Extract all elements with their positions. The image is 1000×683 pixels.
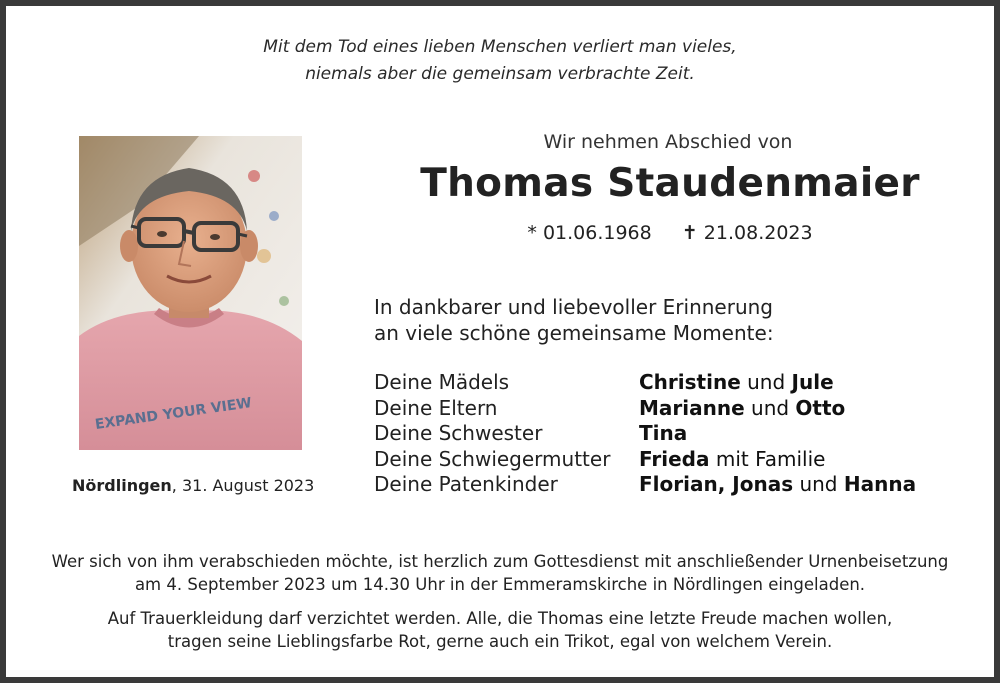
memory-line-1: In dankbarer und liebevoller Erinnerung <box>374 295 773 319</box>
place-city: Nördlingen <box>72 476 172 495</box>
note-line-1: Auf Trauerkleidung darf verzichtet werden. Alle, die Thomas eine letzte Freude machen wollen, <box>107 609 893 628</box>
family-names <box>639 421 687 447</box>
life-dates <box>520 222 820 244</box>
family-name-a: Frieda <box>639 446 710 471</box>
family-role: Deine Mädels <box>374 370 510 394</box>
service-line-1: Wer sich von ihm verabschieden möchte, ist herzlich zum Gottesdienst mit anschließender Urnenbeisetzung <box>51 552 949 571</box>
intro-text: Wir nehmen Abschied von <box>543 131 793 153</box>
family-sep: und <box>740 370 792 394</box>
birth-date: 01.06.1968 <box>542 222 652 244</box>
family-name-b: Otto <box>795 395 846 420</box>
family-names <box>639 472 916 498</box>
family-role: Deine Patenkinder <box>374 472 558 496</box>
family-suffix: mit Familie <box>709 446 826 471</box>
family-names <box>639 396 845 422</box>
family-row <box>374 396 916 422</box>
death-date: 21.08.2023 <box>703 222 813 244</box>
motto-quote <box>0 34 1000 88</box>
family-name-a: Florian, Jonas <box>639 472 794 496</box>
family-list <box>374 370 916 498</box>
family-row <box>374 370 916 396</box>
deceased-name: Thomas Staudenmaier <box>420 161 920 206</box>
shirt-print: EXPAND YOUR VIEW <box>94 395 253 433</box>
family-names <box>639 370 834 396</box>
place-date <box>72 476 314 495</box>
family-role: Deine Schwiegermutter <box>374 446 611 471</box>
portrait-photo <box>79 136 302 450</box>
motto-line-2: niemals aber die gemeinsam verbrachte Zeit. <box>305 64 695 84</box>
memory-line-2: an viele schöne gemeinsame Momente: <box>374 321 774 345</box>
family-row <box>374 472 916 498</box>
family-name-a: Marianne <box>639 395 745 420</box>
note-line-2: tragen seine Lieblingsfarbe Rot, gerne auch ein Trikot, egal von welchem Verein. <box>167 632 833 651</box>
dress-note <box>0 607 1000 653</box>
family-sep: und <box>793 472 844 496</box>
family-name-b: Jule <box>791 370 834 394</box>
cross-icon: ✝ <box>681 222 698 244</box>
memory-text <box>374 294 774 346</box>
family-name-a: Tina <box>639 421 688 445</box>
family-role: Deine Schwester <box>374 421 543 445</box>
family-name-a: Christine <box>639 370 741 394</box>
family-names <box>639 447 825 473</box>
birth-star-icon: * <box>527 222 537 244</box>
family-row <box>374 447 916 473</box>
service-line-2: am 4. September 2023 um 14.30 Uhr in der Emmeramskirche in Nördlingen eingeladen. <box>134 575 866 594</box>
family-sep: und <box>744 395 796 420</box>
motto-line-1: Mit dem Tod eines lieben Menschen verliert man vieles, <box>263 37 737 57</box>
family-role: Deine Eltern <box>374 395 498 420</box>
place-date-text: , 31. August 2023 <box>171 476 315 495</box>
family-name-b: Hanna <box>843 472 917 496</box>
family-row <box>374 421 916 447</box>
service-info <box>0 550 1000 596</box>
